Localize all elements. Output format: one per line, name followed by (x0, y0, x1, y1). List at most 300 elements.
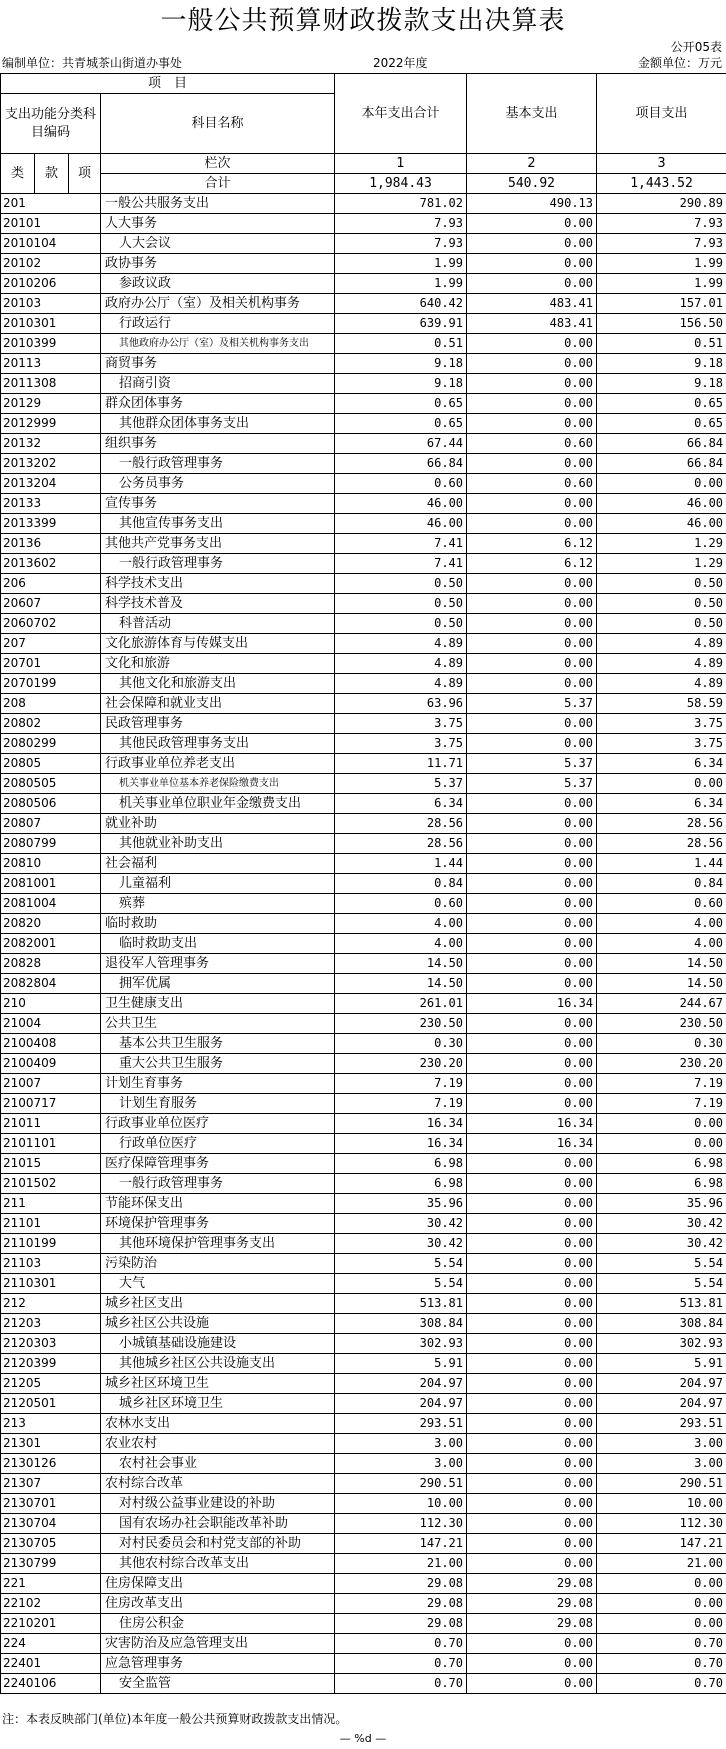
row-basic: 0.00 (467, 834, 597, 854)
total-project: 1,443.52 (597, 174, 726, 194)
row-code: 2080799 (1, 834, 101, 854)
row-code: 20113 (1, 354, 101, 374)
row-project: 204.97 (597, 1394, 726, 1414)
row-total: 0.70 (335, 1674, 467, 1694)
row-total: 3.00 (335, 1434, 467, 1454)
row-name: 计划生育事务 (101, 1074, 335, 1094)
row-project: 1.99 (597, 254, 726, 274)
row-total: 16.34 (335, 1114, 467, 1134)
row-name: 社会福利 (101, 854, 335, 874)
row-total: 29.08 (335, 1574, 467, 1594)
row-project: 6.34 (597, 754, 726, 774)
row-code: 20136 (1, 534, 101, 554)
row-total: 9.18 (335, 374, 467, 394)
row-name: 公务员事务 (101, 474, 335, 494)
row-code: 213 (1, 1414, 101, 1434)
header-kuan: 款 (35, 154, 69, 194)
row-project: 3.00 (597, 1434, 726, 1454)
table-row (1, 914, 726, 934)
header-xiang: 项 (69, 154, 101, 194)
row-name: 行政事业单位医疗 (101, 1114, 335, 1134)
row-code: 2012999 (1, 414, 101, 434)
table-row (1, 734, 726, 754)
row-total: 46.00 (335, 514, 467, 534)
header-row-item (1, 74, 726, 94)
row-total: 29.08 (335, 1614, 467, 1634)
table-row (1, 774, 726, 794)
row-name: 住房保障支出 (101, 1574, 335, 1594)
table-row (1, 314, 726, 334)
row-code: 21011 (1, 1114, 101, 1134)
table-row (1, 1174, 726, 1194)
row-total: 261.01 (335, 994, 467, 1014)
row-total: 781.02 (335, 194, 467, 214)
table-row (1, 434, 726, 454)
row-project: 58.59 (597, 694, 726, 714)
table-row (1, 1614, 726, 1634)
row-basic: 0.00 (467, 1474, 597, 1494)
row-total: 0.65 (335, 414, 467, 434)
row-name: 政府办公厅（室）及相关机构事务 (101, 294, 335, 314)
row-project: 4.89 (597, 674, 726, 694)
row-total: 29.08 (335, 1594, 467, 1614)
row-total: 230.50 (335, 1014, 467, 1034)
row-total: 7.93 (335, 214, 467, 234)
table-row (1, 674, 726, 694)
form-code: 公开05表 (670, 40, 722, 54)
row-name: 文化旅游体育与传媒支出 (101, 634, 335, 654)
row-basic: 483.41 (467, 314, 597, 334)
row-total: 67.44 (335, 434, 467, 454)
row-code: 211 (1, 1194, 101, 1214)
row-name: 参政议政 (101, 274, 335, 294)
row-project: 66.84 (597, 454, 726, 474)
row-total: 10.00 (335, 1494, 467, 1514)
row-total: 11.71 (335, 754, 467, 774)
row-total: 204.97 (335, 1394, 467, 1414)
row-code: 20802 (1, 714, 101, 734)
header-lei: 类 (1, 154, 35, 194)
header-col2: 2 (467, 154, 597, 174)
row-total: 6.98 (335, 1154, 467, 1174)
row-name: 一般行政管理事务 (101, 1174, 335, 1194)
row-code: 2130705 (1, 1534, 101, 1554)
row-name: 儿童福利 (101, 874, 335, 894)
row-basic: 0.00 (467, 934, 597, 954)
row-basic: 0.00 (467, 1094, 597, 1114)
row-basic: 0.00 (467, 494, 597, 514)
row-total: 7.41 (335, 554, 467, 574)
row-basic: 0.00 (467, 334, 597, 354)
row-name: 污染防治 (101, 1254, 335, 1274)
table-row (1, 1414, 726, 1434)
table-row (1, 294, 726, 314)
row-basic: 0.00 (467, 414, 597, 434)
row-code: 22102 (1, 1594, 101, 1614)
row-total: 290.51 (335, 1474, 467, 1494)
row-total: 0.30 (335, 1034, 467, 1054)
table-row (1, 834, 726, 854)
row-project: 0.00 (597, 474, 726, 494)
row-project: 244.67 (597, 994, 726, 1014)
table-row (1, 1194, 726, 1214)
row-project: 0.65 (597, 394, 726, 414)
row-project: 7.19 (597, 1094, 726, 1114)
row-basic: 29.08 (467, 1594, 597, 1614)
row-project: 0.30 (597, 1034, 726, 1054)
table-row (1, 534, 726, 554)
row-basic: 0.00 (467, 1234, 597, 1254)
row-name: 对村级公益事业建设的补助 (101, 1494, 335, 1514)
row-basic: 16.34 (467, 1114, 597, 1134)
row-project: 28.56 (597, 834, 726, 854)
row-total: 7.41 (335, 534, 467, 554)
row-code: 21103 (1, 1254, 101, 1274)
row-total: 0.70 (335, 1634, 467, 1654)
row-project: 513.81 (597, 1294, 726, 1314)
row-code: 201 (1, 194, 101, 214)
row-basic: 0.00 (467, 1554, 597, 1574)
row-code: 2120501 (1, 1394, 101, 1414)
row-basic: 0.60 (467, 434, 597, 454)
row-project: 5.91 (597, 1354, 726, 1374)
page-footer: — %d — (339, 1732, 387, 1745)
table-row (1, 1334, 726, 1354)
row-total: 66.84 (335, 454, 467, 474)
row-basic: 0.00 (467, 854, 597, 874)
row-total: 30.42 (335, 1214, 467, 1234)
table-row (1, 1054, 726, 1074)
row-name: 安全监管 (101, 1674, 335, 1694)
table-row (1, 1034, 726, 1054)
row-name: 城乡社区支出 (101, 1294, 335, 1314)
row-project: 1.99 (597, 274, 726, 294)
row-basic: 29.08 (467, 1574, 597, 1594)
table-row (1, 1494, 726, 1514)
row-project: 46.00 (597, 514, 726, 534)
row-basic: 490.13 (467, 194, 597, 214)
row-code: 20133 (1, 494, 101, 514)
row-project: 10.00 (597, 1494, 726, 1514)
row-code: 2110301 (1, 1274, 101, 1294)
table-row (1, 814, 726, 834)
table-row (1, 1514, 726, 1534)
row-total: 28.56 (335, 814, 467, 834)
row-basic: 0.00 (467, 1154, 597, 1174)
row-code: 20805 (1, 754, 101, 774)
row-project: 1.29 (597, 534, 726, 554)
header-basic: 基本支出 (467, 74, 597, 154)
row-project: 302.93 (597, 1334, 726, 1354)
row-code: 20807 (1, 814, 101, 834)
row-basic: 0.00 (467, 1034, 597, 1054)
row-total: 112.30 (335, 1514, 467, 1534)
table-row (1, 874, 726, 894)
row-name: 其他环境保护管理事务支出 (101, 1234, 335, 1254)
row-project: 6.98 (597, 1174, 726, 1194)
row-basic: 0.00 (467, 1414, 597, 1434)
row-total: 1.99 (335, 254, 467, 274)
table-row (1, 354, 726, 374)
table-row (1, 1234, 726, 1254)
row-name: 卫生健康支出 (101, 994, 335, 1014)
row-code: 21004 (1, 1014, 101, 1034)
row-code: 2120303 (1, 1334, 101, 1354)
row-basic: 0.00 (467, 674, 597, 694)
row-basic: 0.00 (467, 514, 597, 534)
row-total: 16.34 (335, 1134, 467, 1154)
row-project: 6.98 (597, 1154, 726, 1174)
row-project: 14.50 (597, 954, 726, 974)
row-project: 293.51 (597, 1414, 726, 1434)
row-total: 4.89 (335, 634, 467, 654)
row-code: 2100408 (1, 1034, 101, 1054)
row-total: 14.50 (335, 954, 467, 974)
row-basic: 0.00 (467, 1354, 597, 1374)
row-basic: 0.00 (467, 954, 597, 974)
row-code: 2082804 (1, 974, 101, 994)
row-basic: 0.00 (467, 274, 597, 294)
row-basic: 0.00 (467, 1314, 597, 1334)
row-project: 0.50 (597, 574, 726, 594)
row-name: 群众团体事务 (101, 394, 335, 414)
row-total: 293.51 (335, 1414, 467, 1434)
row-basic: 0.00 (467, 1194, 597, 1214)
row-name: 公共卫生 (101, 1014, 335, 1034)
row-basic: 0.00 (467, 1074, 597, 1094)
row-project: 46.00 (597, 494, 726, 514)
row-basic: 0.00 (467, 1374, 597, 1394)
row-name: 大气 (101, 1274, 335, 1294)
row-code: 2080505 (1, 774, 101, 794)
row-project: 3.75 (597, 734, 726, 754)
row-name: 农林水支出 (101, 1414, 335, 1434)
row-total: 0.50 (335, 574, 467, 594)
table-row (1, 1274, 726, 1294)
row-code: 2010104 (1, 234, 101, 254)
table-row (1, 194, 726, 214)
row-project: 21.00 (597, 1554, 726, 1574)
row-name: 住房改革支出 (101, 1594, 335, 1614)
row-name: 招商引资 (101, 374, 335, 394)
table-row (1, 554, 726, 574)
row-code: 2210201 (1, 1614, 101, 1634)
row-basic: 0.00 (467, 794, 597, 814)
row-total: 302.93 (335, 1334, 467, 1354)
row-code: 20828 (1, 954, 101, 974)
row-name: 城乡社区公共设施 (101, 1314, 335, 1334)
row-basic: 0.00 (467, 634, 597, 654)
header-item: 项 目 (1, 74, 335, 94)
row-total: 21.00 (335, 1554, 467, 1574)
row-basic: 0.00 (467, 1214, 597, 1234)
table-row (1, 1674, 726, 1694)
row-basic: 0.00 (467, 234, 597, 254)
total-row (1, 174, 726, 194)
table-row (1, 374, 726, 394)
compiling-unit: 编制单位：共青城茶山街道办事处 (2, 56, 183, 70)
row-code: 2130126 (1, 1454, 101, 1474)
row-name: 人大事务 (101, 214, 335, 234)
row-project: 0.00 (597, 774, 726, 794)
row-project: 0.00 (597, 1134, 726, 1154)
row-code: 21007 (1, 1074, 101, 1094)
row-project: 4.00 (597, 934, 726, 954)
row-basic: 0.00 (467, 354, 597, 374)
row-project: 28.56 (597, 814, 726, 834)
row-code: 210 (1, 994, 101, 1014)
row-total: 46.00 (335, 494, 467, 514)
row-name: 医疗保障管理事务 (101, 1154, 335, 1174)
row-name: 农村社会事业 (101, 1454, 335, 1474)
row-project: 4.00 (597, 914, 726, 934)
row-code: 2101502 (1, 1174, 101, 1194)
table-row (1, 1634, 726, 1654)
header-project: 项目支出 (597, 74, 726, 154)
row-project: 147.21 (597, 1534, 726, 1554)
table-row (1, 494, 726, 514)
row-project: 290.51 (597, 1474, 726, 1494)
row-project: 7.19 (597, 1074, 726, 1094)
row-total: 6.34 (335, 794, 467, 814)
table-row (1, 754, 726, 774)
row-basic: 0.00 (467, 654, 597, 674)
row-project: 3.75 (597, 714, 726, 734)
table-row (1, 1254, 726, 1274)
row-total: 7.19 (335, 1094, 467, 1114)
table-row (1, 334, 726, 354)
row-basic: 483.41 (467, 294, 597, 314)
row-project: 30.42 (597, 1214, 726, 1234)
row-basic: 0.00 (467, 1634, 597, 1654)
row-project: 1.29 (597, 554, 726, 574)
row-total: 4.89 (335, 674, 467, 694)
header-col1: 1 (335, 154, 467, 174)
row-name: 政协事务 (101, 254, 335, 274)
row-name: 行政单位医疗 (101, 1134, 335, 1154)
table-row (1, 1474, 726, 1494)
row-project: 9.18 (597, 374, 726, 394)
table-row (1, 414, 726, 434)
row-code: 22401 (1, 1654, 101, 1674)
row-project: 0.70 (597, 1634, 726, 1654)
money-unit: 金额单位：万元 (637, 56, 722, 70)
row-basic: 0.00 (467, 734, 597, 754)
header-lanci: 栏次 (101, 154, 335, 174)
row-code: 2081004 (1, 894, 101, 914)
row-total: 0.60 (335, 894, 467, 914)
row-project: 0.00 (597, 1574, 726, 1594)
row-project: 30.42 (597, 1234, 726, 1254)
row-name: 退役军人管理事务 (101, 954, 335, 974)
row-project: 0.65 (597, 414, 726, 434)
row-basic: 5.37 (467, 694, 597, 714)
row-project: 204.97 (597, 1374, 726, 1394)
row-project: 0.60 (597, 894, 726, 914)
row-code: 2080299 (1, 734, 101, 754)
row-project: 0.00 (597, 1114, 726, 1134)
row-basic: 0.00 (467, 1454, 597, 1474)
row-total: 5.54 (335, 1254, 467, 1274)
table-row (1, 1574, 726, 1594)
table-row (1, 634, 726, 654)
row-total: 640.42 (335, 294, 467, 314)
row-total: 6.98 (335, 1174, 467, 1194)
row-code: 20607 (1, 594, 101, 614)
row-total: 5.37 (335, 774, 467, 794)
row-code: 20810 (1, 854, 101, 874)
row-code: 2120399 (1, 1354, 101, 1374)
row-basic: 0.00 (467, 254, 597, 274)
row-total: 230.20 (335, 1054, 467, 1074)
table-row (1, 1654, 726, 1674)
table-row (1, 974, 726, 994)
row-code: 2013202 (1, 454, 101, 474)
table-row (1, 1114, 726, 1134)
row-code: 20701 (1, 654, 101, 674)
table-row (1, 794, 726, 814)
row-code: 224 (1, 1634, 101, 1654)
row-project: 0.50 (597, 614, 726, 634)
row-basic: 6.12 (467, 554, 597, 574)
row-code: 21301 (1, 1434, 101, 1454)
row-code: 20820 (1, 914, 101, 934)
table-row (1, 394, 726, 414)
table-row (1, 934, 726, 954)
row-name: 行政运行 (101, 314, 335, 334)
row-name: 其他宣传事务支出 (101, 514, 335, 534)
row-basic: 5.37 (467, 754, 597, 774)
row-total: 0.50 (335, 614, 467, 634)
row-code: 2100409 (1, 1054, 101, 1074)
table-row (1, 994, 726, 1014)
table-row (1, 594, 726, 614)
row-total: 5.91 (335, 1354, 467, 1374)
table-row (1, 454, 726, 474)
row-total: 147.21 (335, 1534, 467, 1554)
row-name: 农业农村 (101, 1434, 335, 1454)
table-row (1, 1094, 726, 1114)
row-total: 0.84 (335, 874, 467, 894)
table-row (1, 1454, 726, 1474)
row-basic: 0.00 (467, 1434, 597, 1454)
row-code: 2013602 (1, 554, 101, 574)
row-basic: 0.00 (467, 874, 597, 894)
table-row (1, 1294, 726, 1314)
row-total: 3.00 (335, 1454, 467, 1474)
row-basic: 6.12 (467, 534, 597, 554)
row-project: 5.54 (597, 1274, 726, 1294)
row-name: 临时救助 (101, 914, 335, 934)
table-row (1, 654, 726, 674)
row-basic: 0.00 (467, 914, 597, 934)
row-code: 206 (1, 574, 101, 594)
row-basic: 0.00 (467, 1514, 597, 1534)
row-basic: 5.37 (467, 774, 597, 794)
row-basic: 0.60 (467, 474, 597, 494)
row-code: 208 (1, 694, 101, 714)
row-basic: 0.00 (467, 1334, 597, 1354)
table-row (1, 1554, 726, 1574)
table-row (1, 1154, 726, 1174)
row-basic: 0.00 (467, 454, 597, 474)
row-total: 0.70 (335, 1654, 467, 1674)
table-row (1, 614, 726, 634)
row-total: 0.50 (335, 594, 467, 614)
table-row (1, 694, 726, 714)
row-basic: 0.00 (467, 574, 597, 594)
row-basic: 0.00 (467, 614, 597, 634)
